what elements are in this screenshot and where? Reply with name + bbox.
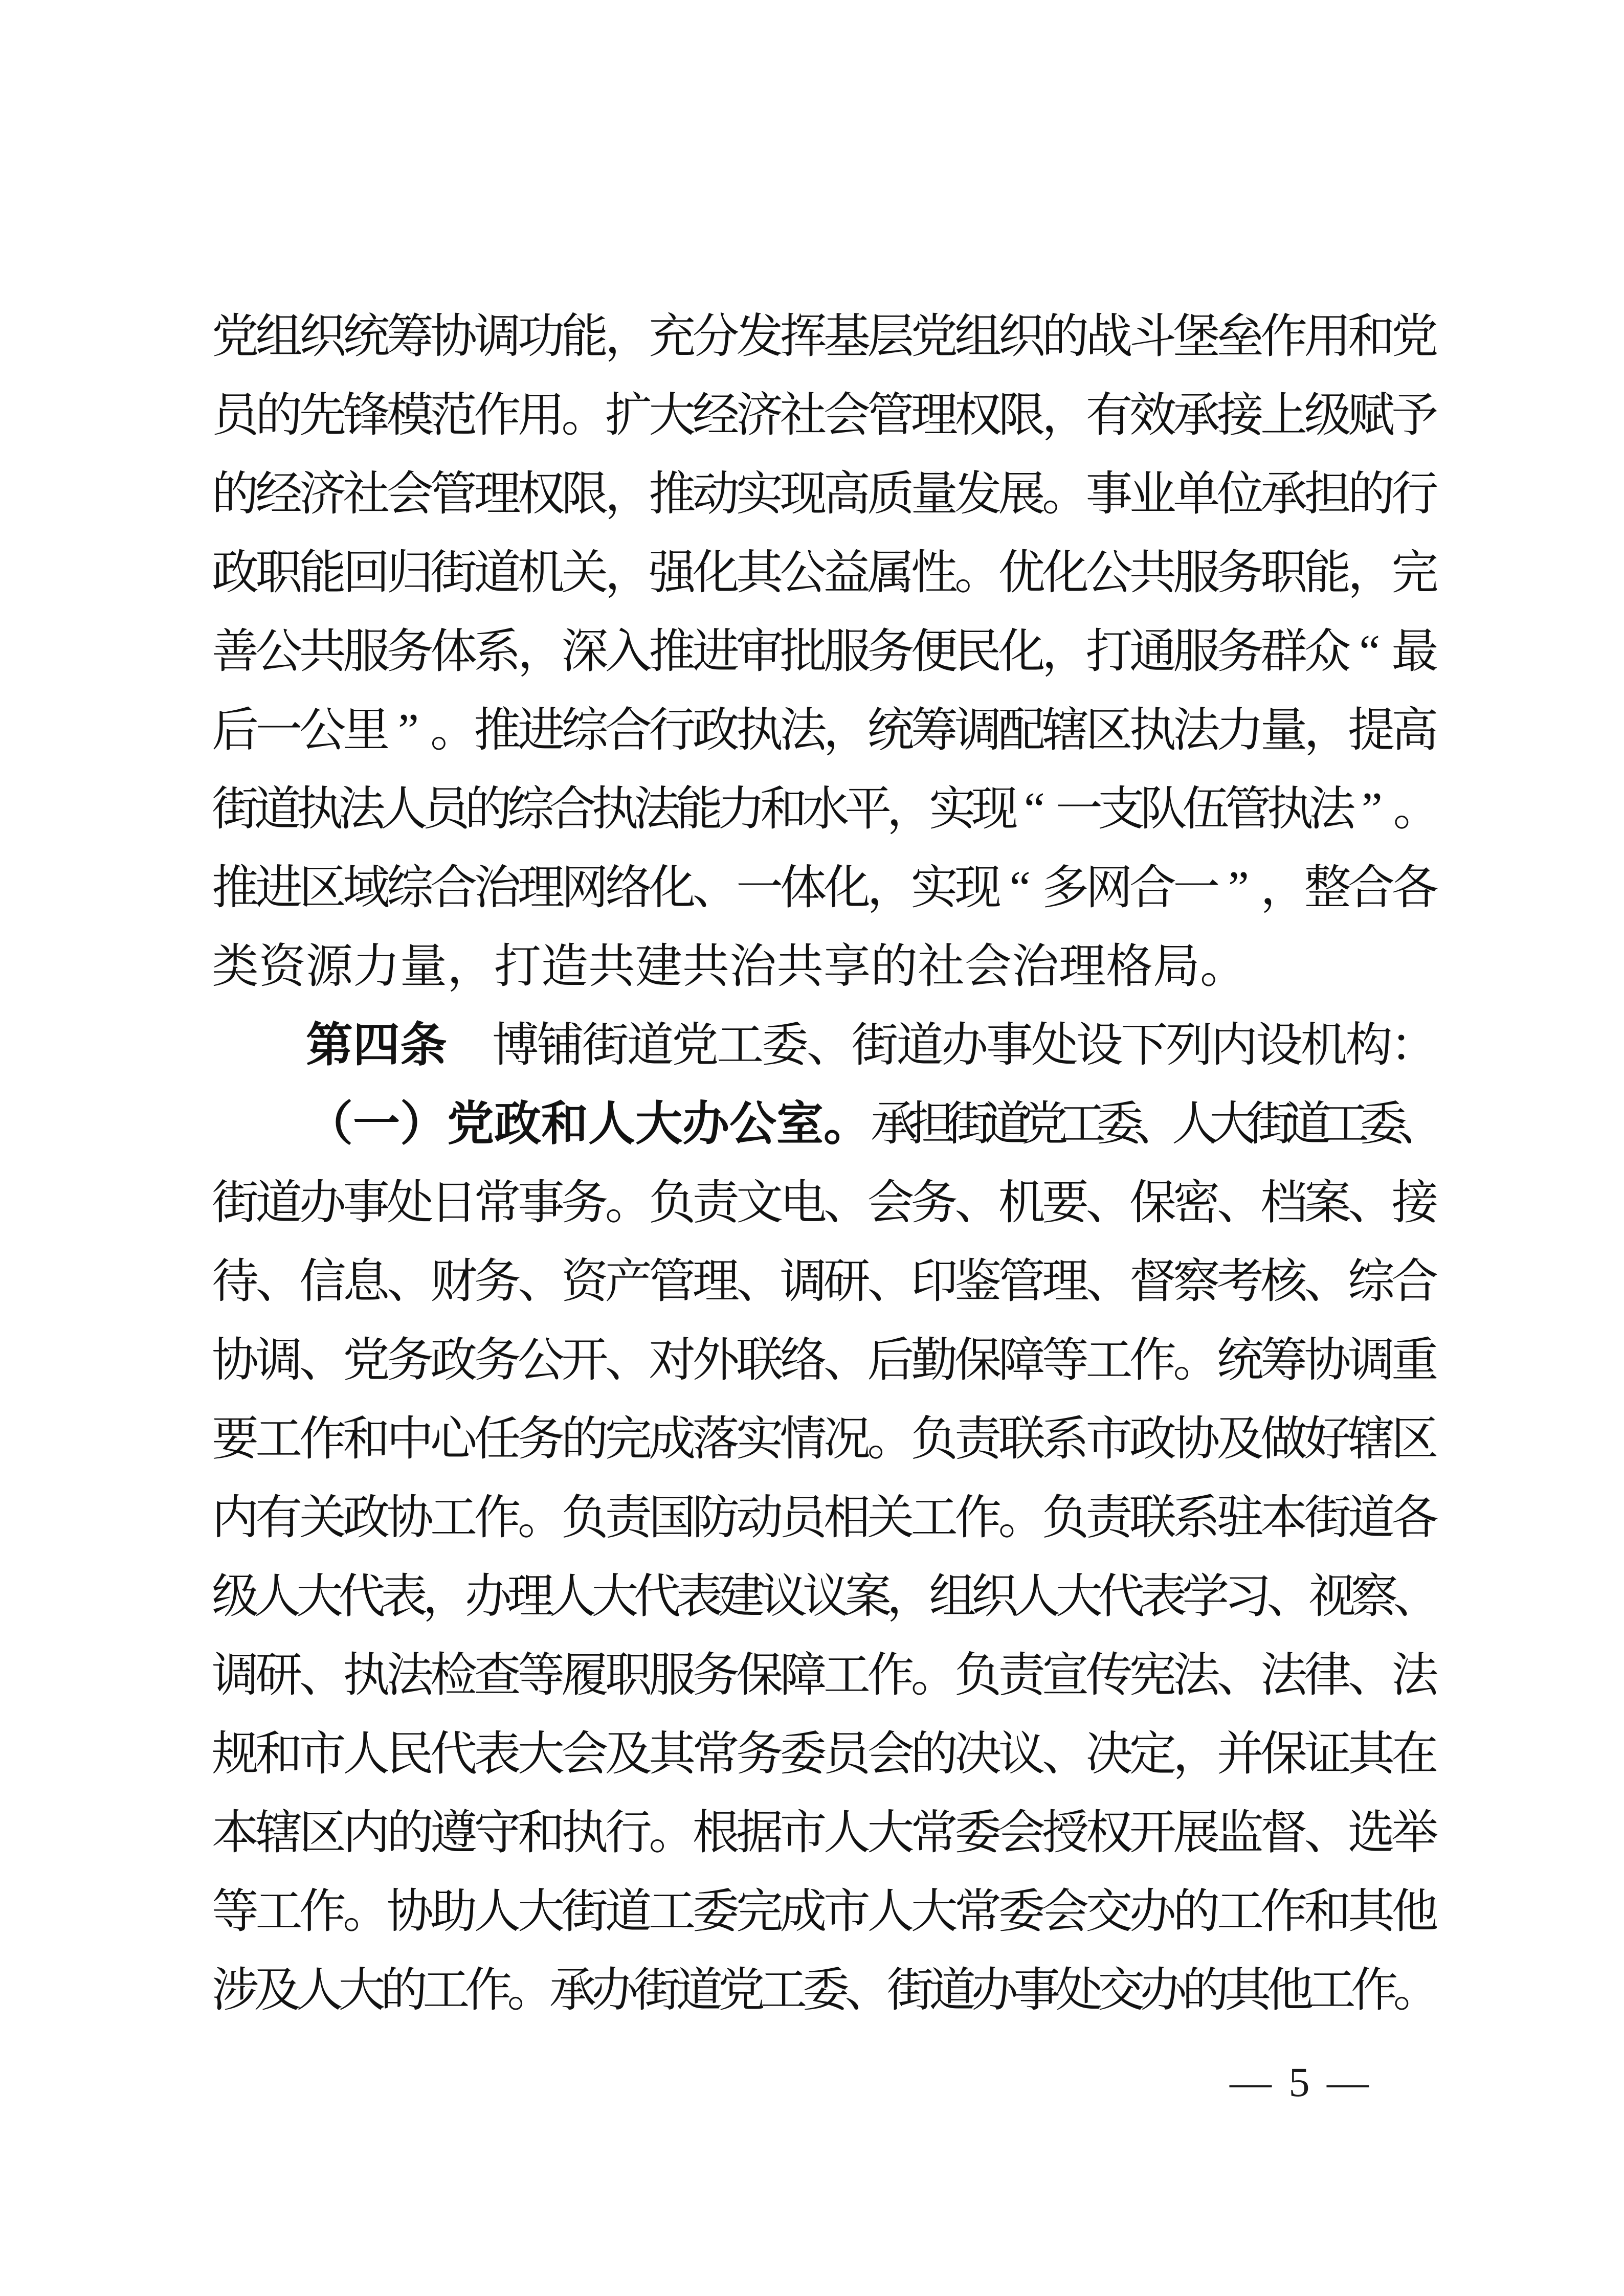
body-line: 要 工 作 和 中 心 任 务 的 完 成 落 实 情 况 。 负 责 联 系 市 政 协 及 做 好 辖 区 (212, 1413, 1439, 1465)
page-number (1230, 2061, 1369, 2104)
body-line: 员 的 先 锋 模 范 作 用 。 扩 大 经 济 社 会 管 理 权 限 ， 有 效 承 接 上 级 赋 予 (212, 389, 1439, 441)
page-number-value: 5 (1288, 2059, 1310, 2105)
item-1-heading: （一）党政和人大办公室。 (306, 1098, 871, 1150)
body-line: 党 组 织 统 筹 协 调 功 能 ， 充 分 发 挥 基 层 党 组 织 的 战 斗 堡 垒 作 用 和 党 (212, 310, 1439, 363)
body-line: 后 一 公 里 ” 。 推 进 综 合 行 政 执 法 ， 统 筹 调 配 辖 区 执 法 力 量 ， 提 高 (212, 704, 1439, 756)
body-line: 待 、 信 息 、 财 务 、 资 产 管 理 、 调 研 、 印 鉴 管 理 、 督 察 考 核 、 综 合 (212, 1255, 1439, 1308)
body-line: 类资源力量，打造共建共治共享的社会治理格局。 (212, 940, 1248, 993)
body-line: 规 和 市 人 民 代 表 大 会 及 其 常 务 委 员 会 的 决 议 、 决 定 ， 并 保 证 其 在 (212, 1728, 1439, 1780)
body-line: 街 道 办 事 处 日 常 事 务 。 负 责 文 电 、 会 务 、 机 要 、 保 密 、 档 案 、 接 (212, 1177, 1439, 1229)
item-1-first-line-text: 承 担 街 道 党 工 委 、 人 大 街 道 工 委 、 (871, 1098, 1445, 1150)
item-1-first-line (212, 1085, 1445, 1163)
body-line: 街 道 执 法 人 员 的 综 合 执 法 能 力 和 水 平 ， 实 现 “ 一 支 队 伍 管 执 法 ” 。 (212, 783, 1440, 835)
body-line: 本 辖 区 内 的 遵 守 和 执 行 。 根 据 市 人 大 常 委 会 授 权 开 展 监 督 、 选 举 (212, 1807, 1439, 1859)
body-line: 政 职 能 回 归 街 道 机 关 ， 强 化 其 公 益 属 性 。 优 化 公 共 服 务 职 能 ， 完 (212, 547, 1439, 599)
body-line: 内 有 关 政 协 工 作 。 负 责 国 防 动 员 相 关 工 作 。 负 责 联 系 驻 本 街 道 各 (212, 1492, 1439, 1544)
article-4-line (212, 1006, 1438, 1085)
article-number-label: 第四条 (306, 1019, 448, 1071)
body-line: 的 经 济 社 会 管 理 权 限 ， 推 动 实 现 高 质 量 发 展 。 事 业 单 位 承 担 的 行 (212, 468, 1439, 520)
body-line: 协 调 、 党 务 政 务 公 开 、 对 外 联 络 、 后 勤 保 障 等 工 作 。 统 筹 协 调 重 (212, 1334, 1439, 1386)
body-line: 等 工 作 。 协 助 人 大 街 道 工 委 完 成 市 人 大 常 委 会 交 办 的 工 作 和 其 他 (212, 1885, 1439, 1938)
page-number-right-dash: — (1327, 2059, 1369, 2105)
body-line: 善 公 共 服 务 体 系 ， 深 入 推 进 审 批 服 务 便 民 化 ， 打 通 服 务 群 众 “ 最 (212, 625, 1439, 678)
body-line: 调 研 、 执 法 检 查 等 履 职 服 务 保 障 工 作 。 负 责 宣 传 宪 法 、 法 律 、 法 (212, 1649, 1439, 1701)
page-number-left-dash: — (1230, 2059, 1272, 2105)
body-line: 级 人 大 代 表 ， 办 理 人 大 代 表 建 议 议 案 ， 组 织 人 大 代 表 学 习 、 视 察 、 (212, 1570, 1440, 1623)
body-text (212, 297, 1445, 2030)
body-line: 推 进 区 域 综 合 治 理 网 络 化 、 一 体 化 ， 实 现 “ 多 网 合 一 ” ， 整 合 各 (212, 862, 1439, 914)
body-line: 涉 及 人 大 的 工 作 。 承 办 街 道 党 工 委 、 街 道 办 事 处 交 办 的 其 他 工 作 。 (212, 1964, 1440, 2016)
article-text: 博 铺 街 道 党 工 委 、 街 道 办 事 处 设 下 列 内 设 机 构 ： (492, 1019, 1438, 1071)
